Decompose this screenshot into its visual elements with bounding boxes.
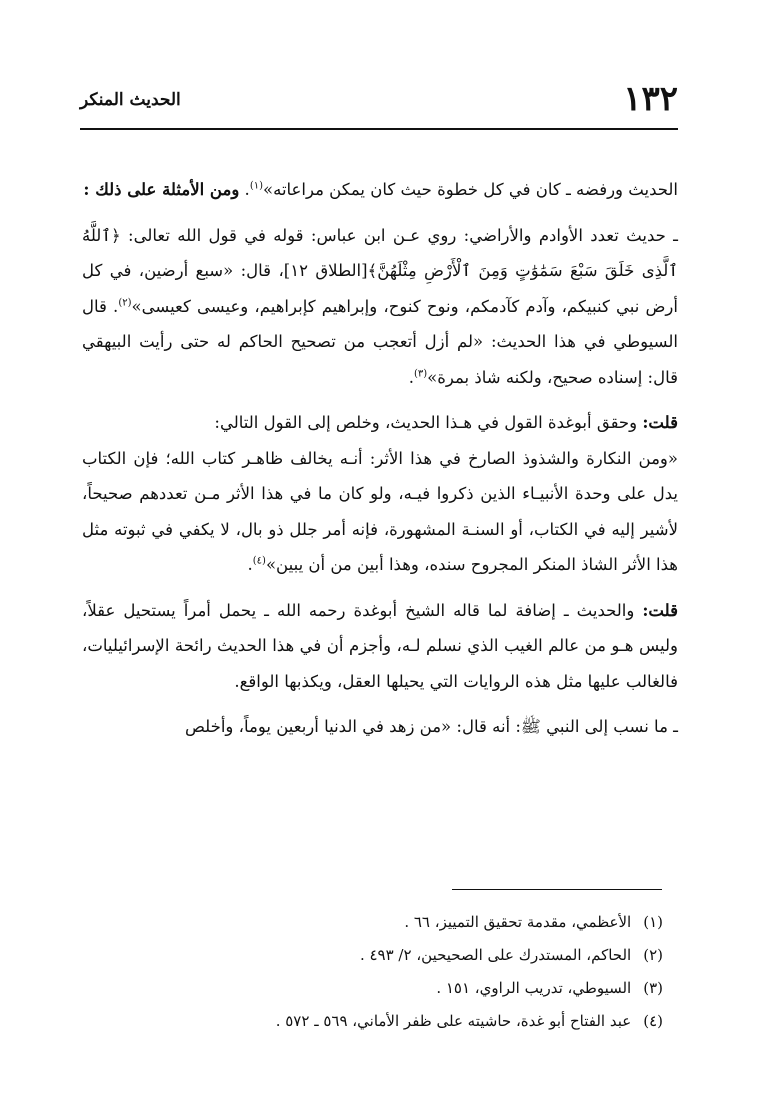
paragraph-3-label: قلت:	[642, 413, 678, 432]
paragraph-5	[82, 593, 678, 700]
main-text	[82, 172, 678, 755]
footnote-4: (٤)عبد الفتاح أبو غدة، حاشيته على ظفر الأماني، ٥٦٩ ـ ٥٧٢ .	[275, 1012, 663, 1030]
running-title: الحديث المنكر	[80, 90, 181, 110]
paragraph-6-text: ـ ما نسب إلى النبي ﷺ: أنه قال: «من زهد في الدنيا أربعين يوماً، وأخلص	[184, 717, 678, 736]
paragraph-6	[82, 709, 678, 745]
paragraph-1: الحديث ورفضه ـ كان في كل خطوة حيث كان يمكن مراعاته»$^{(١)}$. ومن الأمثلة على ذلك :	[83, 180, 678, 199]
footnote-ref-4: (٤)	[252, 555, 266, 567]
paragraph-2: ـ حديث تعدد الأوادم والأراضي: روي عـن ابن عباس: قوله في قول الله تعالى: ﴿ٱللَّهُ ٱلَّذِى خَلَقَ سَبْعَ سَمَٰوَٰتٍ وَمِنَ ٱلْأَرْضِ مِثْلَهُنَّ﴾[الطلاق ١٢]، قال: «سبع أرضين، في كل أرض نبي كنبيكم، وآدم كآدمكم، ونوح كنوح، وإبراهيم كإبراهيم، وعيسى كعيسى»$^{(٢)}$. قال السيوطي في هذا الحديث: «لم أزل أتعجب من تصحيح الحاكم له حتى رأيت البيهقي قال: إسناده صحيح، ولكنه شاذ بمرة»$^{(٣)}$.	[82, 225, 678, 387]
footnote-divider	[452, 889, 662, 890]
paragraph-3-text: وحقق أبوغدة القول في هـذا الحديث، وخلص إلى القول التالي:	[214, 413, 643, 432]
footnote-2: (٢)الحاكم، المستدرك على الصحيحين، ٢/ ٤٩٣ .	[359, 946, 663, 964]
footnote-ref-2: (٢)	[118, 297, 132, 308]
paragraph-1-bold: ومن الأمثلة على ذلك :	[83, 180, 240, 199]
footnotes	[120, 906, 663, 1038]
paragraph-2-text: ـ حديث تعدد الأوادم والأراضي: روي عـن ابن عباس: قوله في قول الله تعالى: ﴿ٱللَّهُ ٱلَّذِى خَلَقَ سَبْعَ سَمَٰوَٰتٍ وَمِنَ ٱلْأَرْضِ مِثْلَهُنَّ﴾[الطلاق ١٢]، قال: «سبع أرضين، في كل أرض نبي كنبيكم، وآدم كآدمكم، ونوح كنوح، وإبراهيم كإبراهيم، وعيسى كعيسى»	[82, 225, 678, 316]
page-header	[80, 78, 678, 130]
footnote-ref-3: (٣)	[413, 368, 428, 379]
footnote-ref-1: (١)	[249, 180, 263, 192]
paragraph-3: قلت: وحقق أبوغدة القول في هـذا الحديث، وخلص إلى القول التالي: «ومن النكارة والشذوذ الصارخ في هذا الأثر: أنـه يخالف ظاهـر كتاب الله؛ فإن الكتاب يدل على وحدة الأنبيـاء الذين ذكروا فيـه، ولو كان ما في هذا الأثر مـن تعددهم صحيحاً، لأشير إليه في الكتاب، أو السنـة المشهورة، فإنه أمر جلل ذو بال، لا يكفي في ثبوته مثل هذا الأثر الشاذ المنكر المجروح سنده، وهذا أبين من أن يبين»$^{(٤)}$.	[82, 413, 678, 574]
paragraph-1-text: الحديث ورفضه ـ كان في كل خطوة حيث كان يمكن مراعاته»	[263, 180, 678, 199]
footnote-3: (٣)السيوطي، تدريب الراوي، ١٥١ .	[436, 979, 663, 997]
paragraph-5-label: قلت:	[642, 600, 678, 620]
page-number: ١٣٢	[623, 79, 678, 119]
footnote-1: (١)الأعظمي، مقدمة تحقيق التمييز، ٦٦ .	[404, 913, 663, 931]
quote-text: «ومن النكارة والشذوذ الصارخ في هذا الأثر: أنـه يخالف ظاهـر كتاب الله؛ فإن الكتاب يدل على وحدة الأنبيـاء الذين ذكروا فيـه، ولو كان ما في هذا الأثر مـن تعددهم صحيحاً، لأشير إليه في الكتاب، أو السنـة المشهورة، فإنه أمر جلل ذو بال، لا يكفي في ثبوته مثل هذا الأثر الشاذ المنكر المجروح سنده، وهذا أبين من أن يبين»	[82, 448, 678, 574]
paragraph-5-text: والحديث ـ إضافة لما قاله الشيخ أبوغدة رحمه الله ـ يحمل أمراً يستحيل عقلاً، وليس هـو من عالم الغيب الذي نسلم لـه، وأجزم أن في هذا الحديث رائحة الإسرائيليات، فالغالب عليها مثل هذه الروايات التي يحيلها العقل، ويكذبها الواقع.	[82, 600, 678, 691]
